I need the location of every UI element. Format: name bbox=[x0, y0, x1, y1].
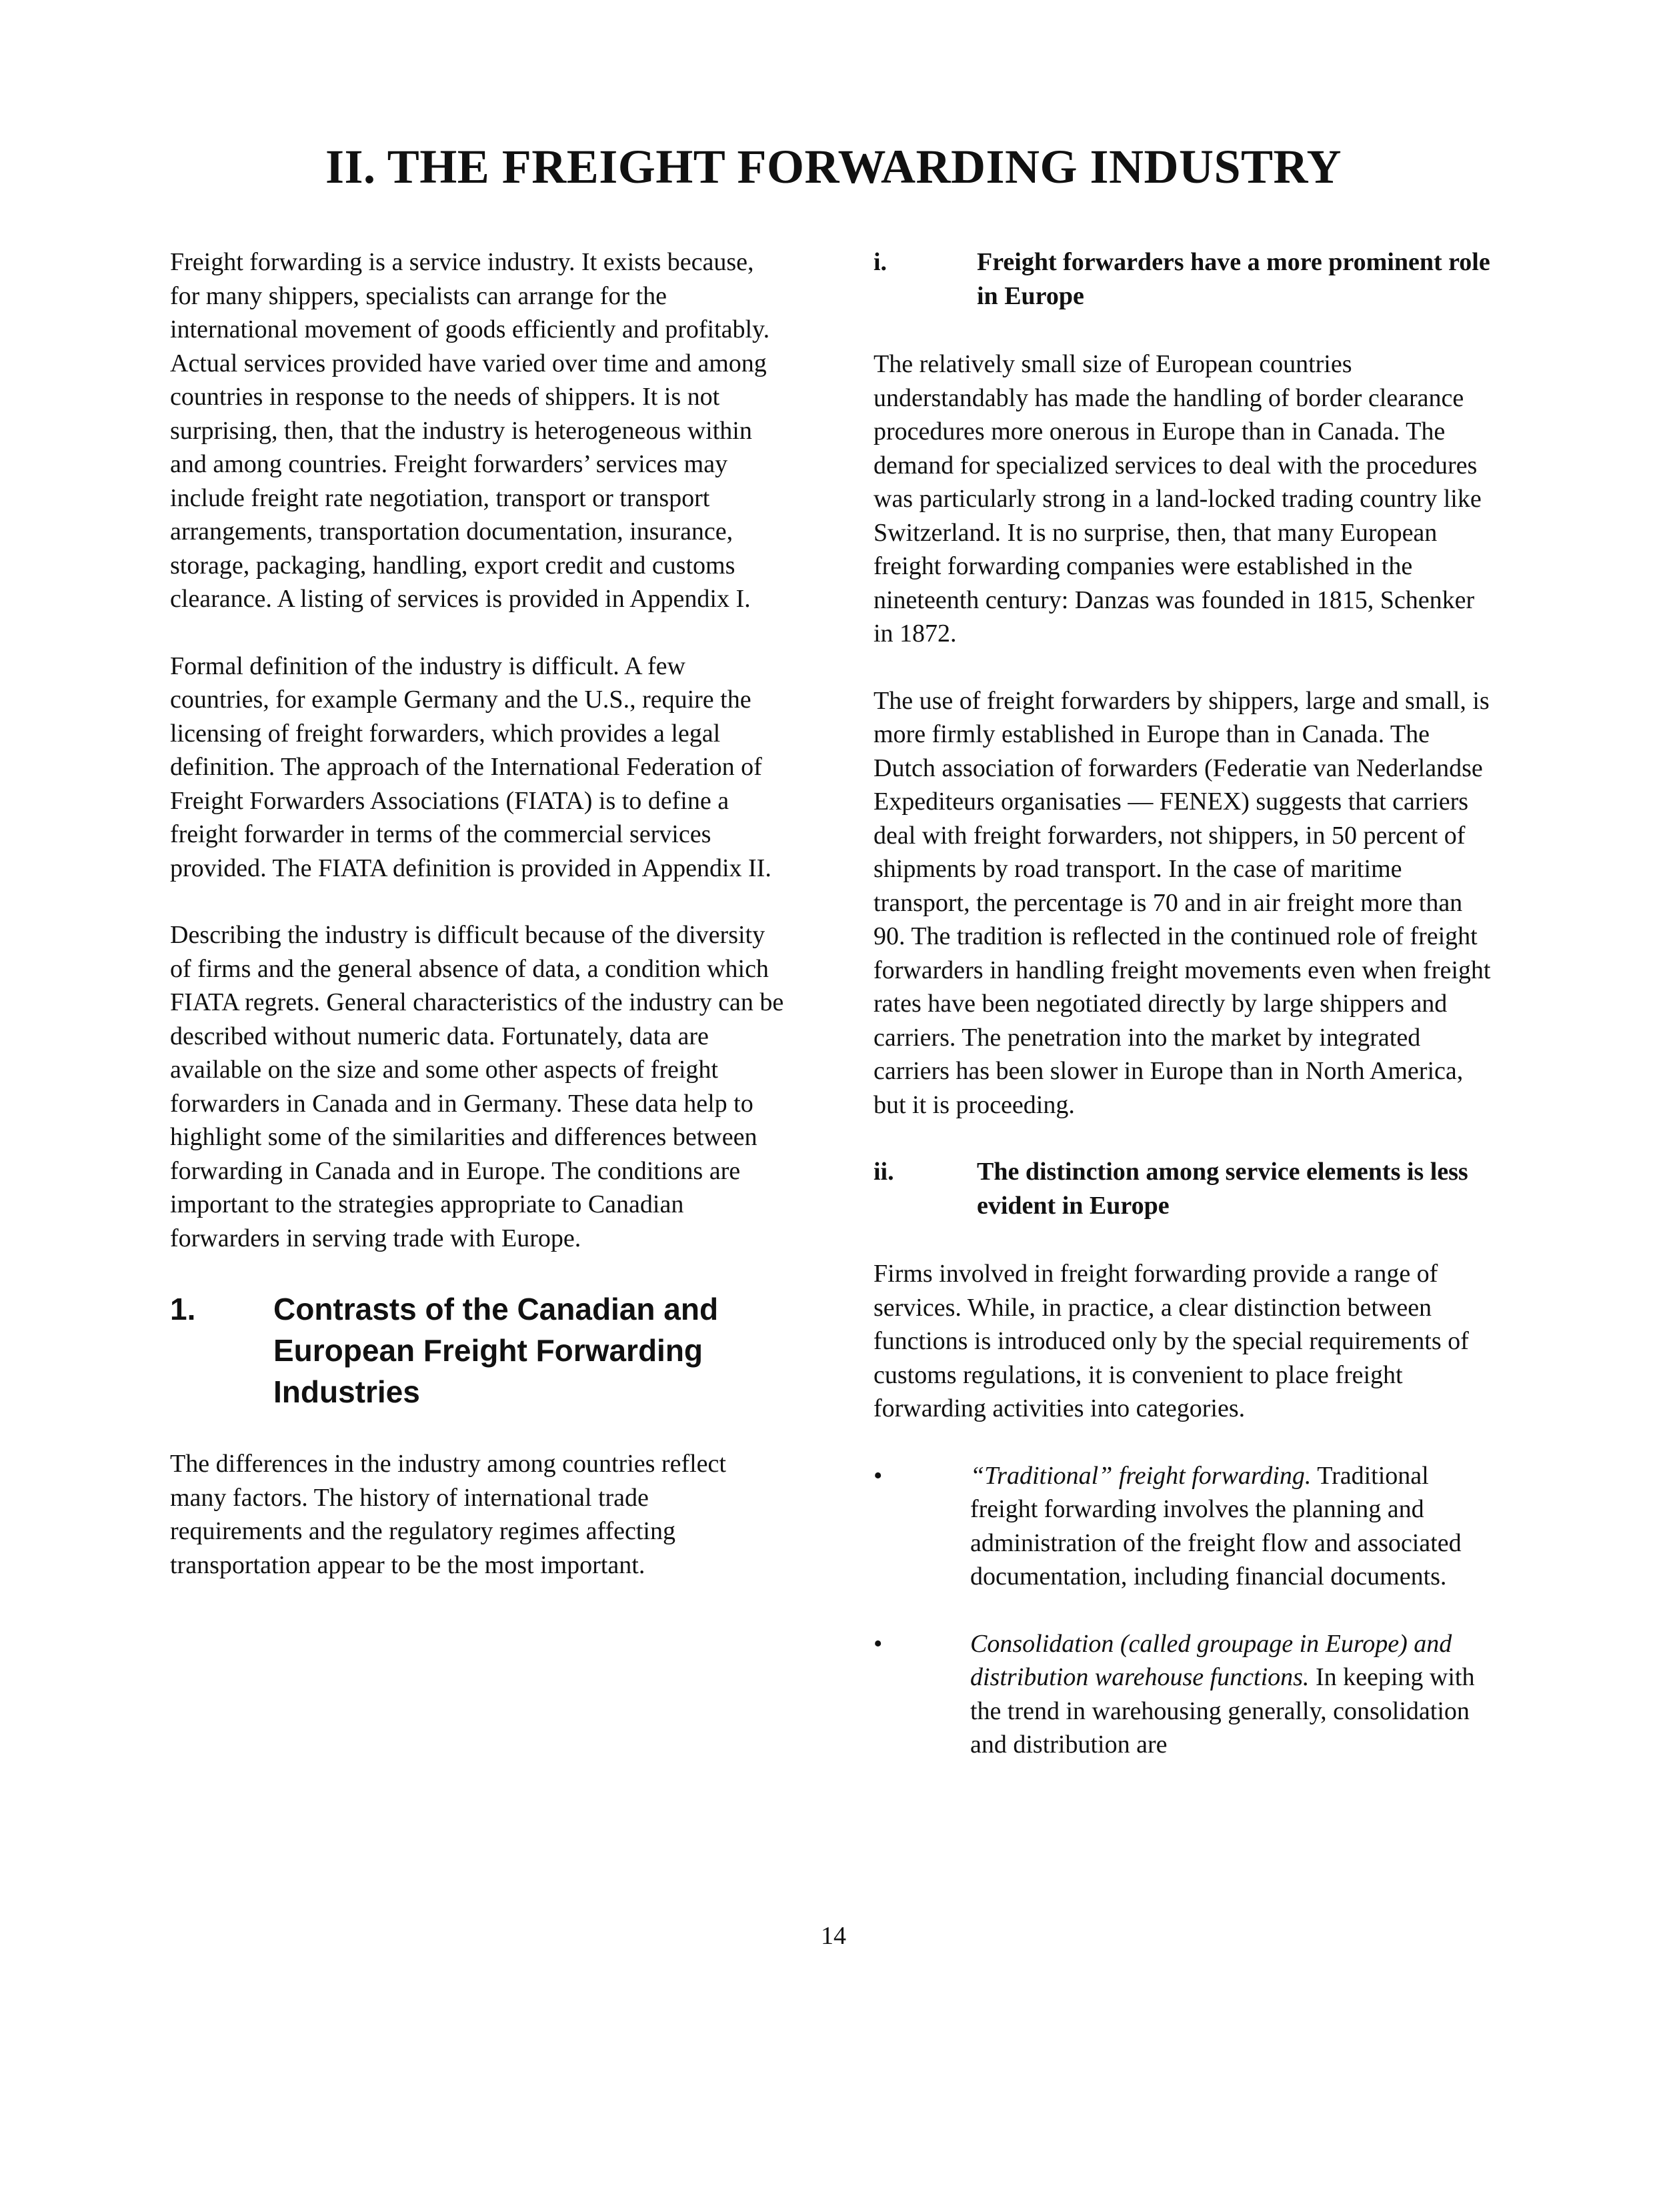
paragraph-differences: The differences in the industry among countries reflect many factors. The history of international trade requirements and the regulatory regimes affecting transportation appear to be the most important. bbox=[170, 1450, 726, 1579]
section-number: 1. bbox=[170, 1292, 196, 1326]
paragraph-describing: Describing the industry is difficult because of the diversity of firms and the general absence of data, a condition which FIATA regrets. General characteristics of the industry can be described without numeric data. Fortunately, data are available on the size and some other aspects of freight forwarders in Canada and in Germany. These data help to highlight some of the similarities and differences between forwarding in Canada and in Europe. The conditions are important to the strategies appropriate to Canadian forwarders in serving trade with Europe. bbox=[170, 921, 784, 1252]
subheading-ii bbox=[874, 1155, 1494, 1222]
section-heading-1 bbox=[170, 1288, 787, 1412]
bullet-body: Traditional freight forwarding involves the planning and administration of the freight flow and associated documentation, including financial documents. bbox=[970, 1461, 1462, 1590]
paragraph-use-of-forwarders: The use of freight forwarders by shippers, large and small, is more firmly established in Europe than in Canada. The Dutch association of forwarders (Federatie van Nederlandse Expediteurs organisaties — FENEX) suggests that carriers deal with freight forwarders, not shippers, in 50 percent of shipments by road transport. In the case of maritime transport, the percentage is 70 and in air freight more than 90. The tradition is reflected in the continued role of freight forwarders in handling freight movements even when freight rates have been negotiated directly by large shippers and carriers. The penetration into the market by integrated carriers has been slower in Europe than in North America, but it is proceeding. bbox=[874, 686, 1491, 1119]
bullet-body: In keeping with the trend in warehousing generally, consolidation and distribution are bbox=[970, 1663, 1475, 1759]
paragraph-definition: Formal definition of the industry is difficult. A few countries, for example Germany and the U.S., require the licensing of freight forwarders, which provides a legal definition. The approach of the International Federation of Freight Forwarders Associations (FIATA) is to define a freight forwarder in terms of the commercial services provided. The FIATA definition is provided in Appendix II. bbox=[170, 652, 771, 882]
bullet-item-traditional bbox=[874, 1459, 1494, 1594]
subheading-title: Freight forwarders have a more prominent role in Europe bbox=[977, 248, 1490, 310]
paragraph-europe-size: The relatively small size of European countries understandably has made the handling of border clearance procedures more onerous in Europe than in Canada. The demand for specialized services to deal with the procedures was particularly strong in a land-locked trading country like Switzerland. It is no surprise, then, that many European freight forwarding companies were established in the nineteenth century: Danzas was founded in 1815, Schenker in 1872. bbox=[874, 350, 1482, 648]
section-title: Contrasts of the Canadian and European Freight Forwarding Industries bbox=[273, 1292, 719, 1409]
subheading-i bbox=[874, 245, 1494, 313]
bullet-marker: • bbox=[874, 1629, 883, 1658]
page-title: II. THE FREIGHT FORWARDING INDUSTRY bbox=[325, 140, 1342, 193]
subheading-number: ii. bbox=[874, 1158, 894, 1186]
right-column bbox=[874, 245, 1494, 1795]
bullet-lead: Consolidation (called groupage in Europe) and distribution warehouse functions. bbox=[970, 1629, 1452, 1691]
paragraph-service-range: Firms involved in freight forwarding provide a range of services. While, in practice, a clear distinction between functions is introduced only by the special requirements of customs regulations, it is convenient to place freight forwarding activities into categories. bbox=[874, 1260, 1469, 1422]
subheading-number: i. bbox=[874, 248, 888, 276]
bullet-marker: • bbox=[874, 1461, 883, 1490]
bullet-text bbox=[970, 1459, 1494, 1594]
page-number: 14 bbox=[821, 1922, 846, 1950]
paragraph-intro: Freight forwarding is a service industry. It exists because, for many shippers, specialists can arrange for the international movement of goods efficiently and profitably. Actual services provided have varied over time and among countries in response to the needs of shippers. It is not surprising, then, that the industry is heterogeneous within and among countries. Freight forwarders’ services may include freight rate negotiation, transport or transport arrangements, transportation documentation, insurance, storage, packaging, handling, export credit and customs clearance. A listing of services is provided in Appendix I. bbox=[170, 248, 770, 613]
bullet-item-consolidation bbox=[874, 1627, 1494, 1762]
bullet-text bbox=[970, 1627, 1494, 1762]
bullet-lead: “Traditional” freight forwarding. bbox=[970, 1461, 1312, 1490]
subheading-title: The distinction among service elements is less evident in Europe bbox=[977, 1158, 1468, 1220]
left-column bbox=[170, 245, 787, 1582]
